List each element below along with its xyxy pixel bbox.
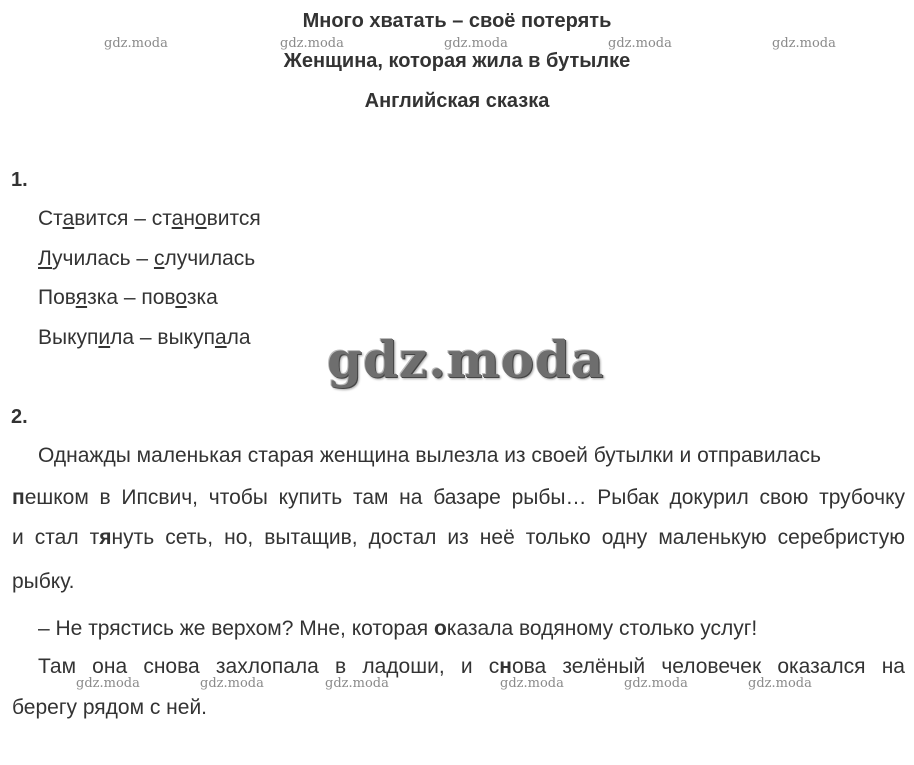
title-proverb: Много хватать – своё потерять xyxy=(302,10,612,32)
watermark-small: gdz.moda xyxy=(104,36,168,51)
section-number-1: 1. xyxy=(11,169,28,191)
watermark-small: gdz.moda xyxy=(624,676,688,691)
title-story: Женщина, которая жила в бутылке xyxy=(283,50,631,72)
paragraph-2: – Не трястись же верхом? Мне, которая оказала водяному столько услуг! xyxy=(38,617,758,640)
paragraph-1-line-3: и стал тянуть сеть, но, вытащив, достал из неё только одну маленькую серебристую xyxy=(12,526,905,549)
watermark-small: gdz.moda xyxy=(772,36,836,51)
word-pair-2: Лучилась – случилась xyxy=(38,247,256,270)
watermark-small: gdz.moda xyxy=(444,36,508,51)
watermark-small: gdz.moda xyxy=(200,676,264,691)
section-number-2: 2. xyxy=(11,406,28,428)
watermark-small: gdz.moda xyxy=(76,676,140,691)
watermark-large: gdz.moda xyxy=(327,330,605,389)
watermark-small: gdz.moda xyxy=(325,676,389,691)
paragraph-3-line-2: берегу рядом с ней. xyxy=(12,696,208,719)
watermark-small: gdz.moda xyxy=(608,36,672,51)
watermark-small: gdz.moda xyxy=(748,676,812,691)
watermark-small: gdz.moda xyxy=(500,676,564,691)
paragraph-3-line-1: Там она снова захлопала в ладоши, и снова зелёный человечек оказался на xyxy=(38,655,905,678)
title-subtitle: Английская сказка xyxy=(364,90,550,112)
word-pair-4: Выкупила – выкупала xyxy=(38,326,251,349)
watermark-small: gdz.moda xyxy=(280,36,344,51)
word-pair-3: Повязка – повозка xyxy=(38,286,218,309)
paragraph-1-line-4: рыбку. xyxy=(12,570,75,593)
paragraph-1-line-1: Однажды маленькая старая женщина вылезла из своей бутылки и отправилась xyxy=(38,444,821,467)
paragraph-1-line-2: пешком в Ипсвич, чтобы купить там на базаре рыбы… Рыбак докурил свою трубочку xyxy=(12,486,905,509)
word-pair-1: Ставится – становится xyxy=(38,207,261,230)
